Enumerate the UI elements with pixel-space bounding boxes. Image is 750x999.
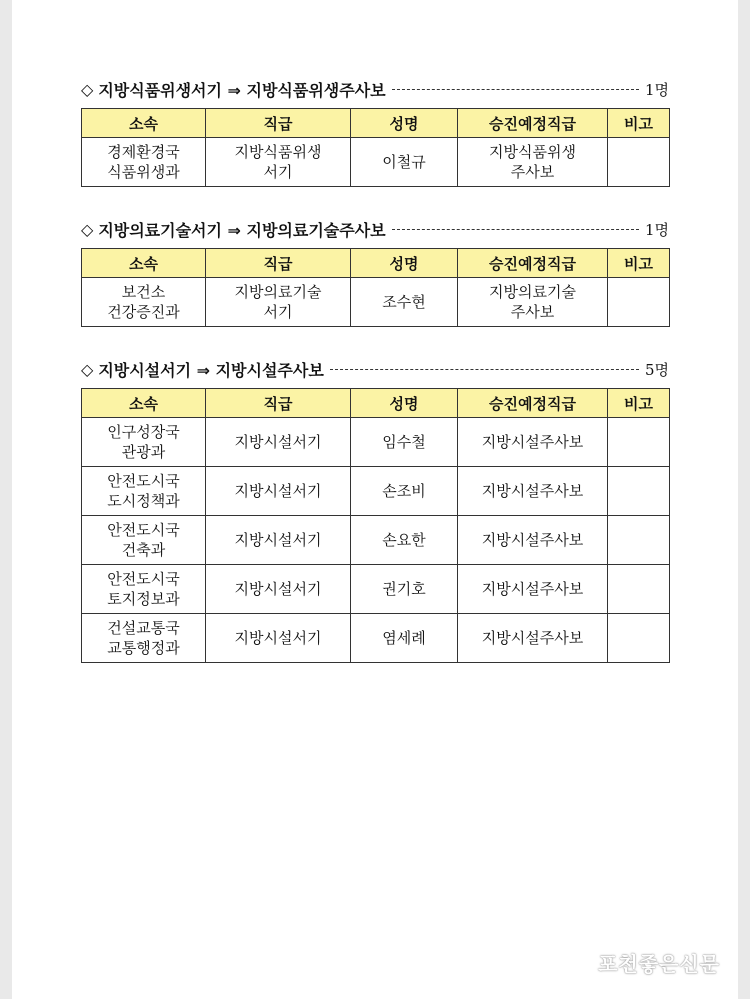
cell-grade: 지방시설서기: [206, 614, 351, 663]
cell-grade: 지방시설서기: [206, 418, 351, 467]
table-row: [82, 565, 670, 614]
cell-target-grade: 지방시설주사보: [458, 614, 608, 663]
section-title: 지방식품위생서기 ⇒ 지방식품위생주사보: [98, 80, 386, 100]
header-target-grade: 승진예정직급: [458, 389, 608, 418]
diamond-icon: ◇: [81, 79, 94, 99]
cell-affiliation: 안전도시국 도시정책과: [82, 467, 206, 516]
promotion-section: [81, 358, 669, 663]
cell-remarks: [608, 467, 670, 516]
header-name: 성명: [351, 389, 458, 418]
header-name: 성명: [351, 249, 458, 278]
table-row: [82, 278, 670, 327]
table-row: [82, 418, 670, 467]
page-margin-right: [738, 0, 750, 999]
section-heading: [81, 358, 669, 380]
cell-remarks: [608, 565, 670, 614]
table-header-row: [82, 389, 670, 418]
section-title: 지방의료기술서기 ⇒ 지방의료기술주사보: [98, 220, 386, 240]
header-affiliation: 소속: [82, 109, 206, 138]
cell-grade: 지방시설서기: [206, 565, 351, 614]
cell-affiliation: 경제환경국 식품위생과: [82, 138, 206, 187]
cell-grade: 지방시설서기: [206, 516, 351, 565]
table-row: [82, 138, 670, 187]
promotion-section: [81, 78, 669, 187]
header-affiliation: 소속: [82, 389, 206, 418]
table-row: [82, 516, 670, 565]
publisher-watermark: 포천좋은신문: [598, 952, 720, 976]
cell-target-grade: 지방시설주사보: [458, 565, 608, 614]
cell-remarks: [608, 516, 670, 565]
cell-name: 손요한: [351, 516, 458, 565]
promotion-table: [81, 108, 670, 187]
headcount: 1명: [644, 220, 669, 239]
page-margin-left: [0, 0, 12, 999]
diamond-icon: ◇: [81, 359, 94, 379]
promotion-table: [81, 388, 670, 663]
cell-affiliation: 안전도시국 건축과: [82, 516, 206, 565]
section-heading: [81, 78, 669, 100]
promotion-table: [81, 248, 670, 327]
cell-affiliation: 안전도시국 토지정보과: [82, 565, 206, 614]
diamond-icon: ◇: [81, 219, 94, 239]
cell-remarks: [608, 138, 670, 187]
cell-target-grade: 지방시설주사보: [458, 418, 608, 467]
cell-grade: 지방의료기술 서기: [206, 278, 351, 327]
header-remarks: 비고: [608, 109, 670, 138]
cell-affiliation: 건설교통국 교통행정과: [82, 614, 206, 663]
cell-remarks: [608, 278, 670, 327]
cell-affiliation: 보건소 건강증진과: [82, 278, 206, 327]
cell-name: 손조비: [351, 467, 458, 516]
cell-target-grade: 지방식품위생 주사보: [458, 138, 608, 187]
cell-target-grade: 지방의료기술 주사보: [458, 278, 608, 327]
header-name: 성명: [351, 109, 458, 138]
cell-remarks: [608, 418, 670, 467]
cell-grade: 지방시설서기: [206, 467, 351, 516]
cell-name: 조수현: [351, 278, 458, 327]
cell-grade: 지방식품위생 서기: [206, 138, 351, 187]
table-header-row: [82, 109, 670, 138]
headcount: 1명: [644, 80, 669, 99]
dash-leader: [392, 229, 639, 230]
cell-target-grade: 지방시설주사보: [458, 467, 608, 516]
header-remarks: 비고: [608, 249, 670, 278]
cell-name: 염세례: [351, 614, 458, 663]
headcount: 5명: [644, 360, 669, 379]
table-header-row: [82, 249, 670, 278]
table-row: [82, 614, 670, 663]
dash-leader: [392, 89, 639, 90]
cell-name: 이철규: [351, 138, 458, 187]
cell-target-grade: 지방시설주사보: [458, 516, 608, 565]
header-target-grade: 승진예정직급: [458, 109, 608, 138]
header-remarks: 비고: [608, 389, 670, 418]
section-heading: [81, 218, 669, 240]
cell-affiliation: 인구성장국 관광과: [82, 418, 206, 467]
header-grade: 직급: [206, 389, 351, 418]
section-title: 지방시설서기 ⇒ 지방시설주사보: [98, 360, 324, 380]
cell-name: 임수철: [351, 418, 458, 467]
header-grade: 직급: [206, 109, 351, 138]
cell-name: 권기호: [351, 565, 458, 614]
promotion-section: [81, 218, 669, 327]
dash-leader: [330, 369, 639, 370]
header-grade: 직급: [206, 249, 351, 278]
table-row: [82, 467, 670, 516]
header-target-grade: 승진예정직급: [458, 249, 608, 278]
header-affiliation: 소속: [82, 249, 206, 278]
cell-remarks: [608, 614, 670, 663]
